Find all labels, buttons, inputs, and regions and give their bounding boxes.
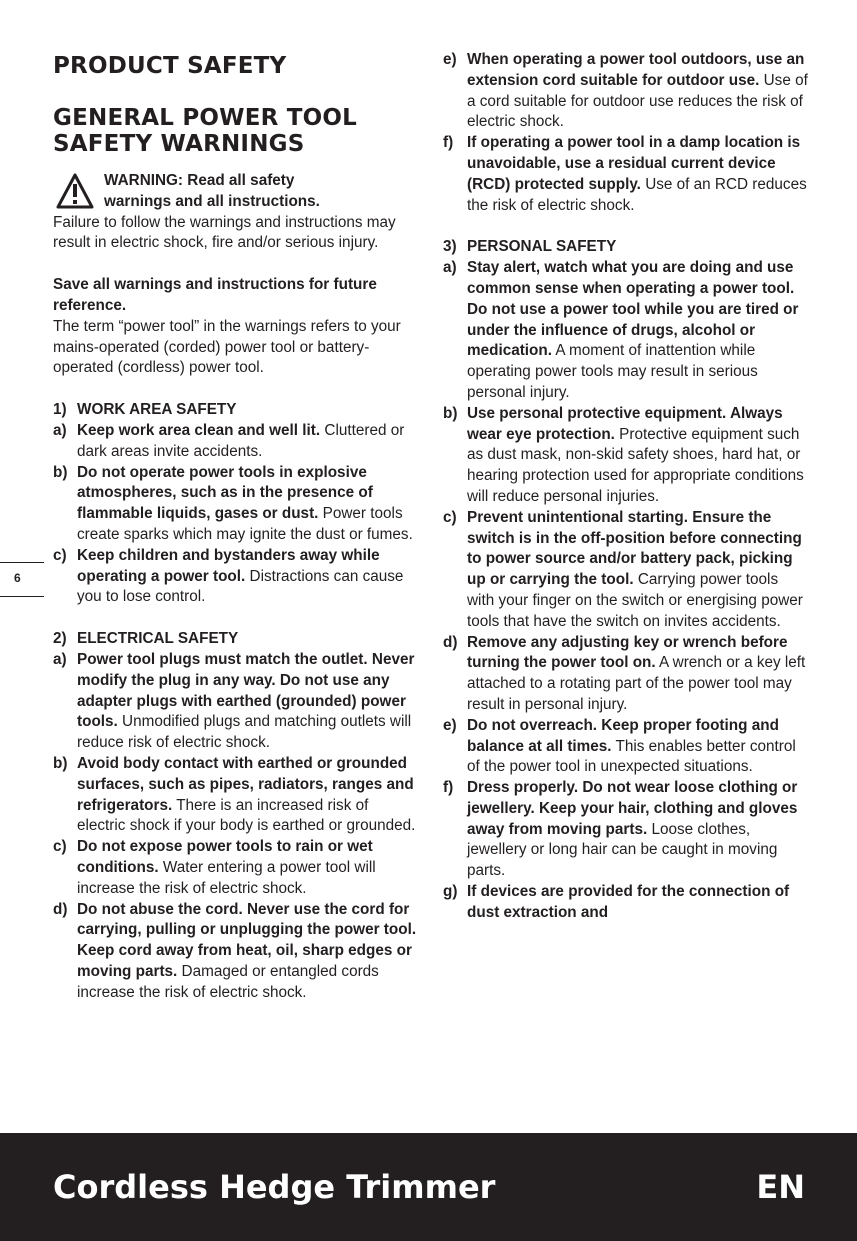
general-warnings-heading-line1: GENERAL POWER TOOL: [53, 105, 357, 131]
item-label: c): [443, 508, 457, 526]
item-bold: Do not expose power tools to rain or wet conditions.: [77, 838, 373, 876]
section-title: WORK AREA SAFETY: [77, 401, 237, 419]
list-item: [53, 421, 418, 463]
item-label: a): [53, 421, 67, 439]
warning-bold-line1: WARNING: Read all safety: [104, 172, 295, 189]
item-label: f): [443, 134, 454, 152]
item-bold: Avoid body contact with earthed or grounded surfaces, such as pipes, radiators, ranges and refrigerators.: [77, 754, 414, 814]
item-label: a): [443, 259, 457, 277]
item-text: Loose clothes, jewellery or long hair can be caught in moving parts.: [467, 820, 778, 880]
item-bold: When operating a power tool outdoors, use an extension cord suitable for outdoor use.: [467, 51, 805, 89]
list-item: [443, 633, 808, 716]
item-label: b): [53, 754, 68, 772]
item-text: Unmodified plugs and matching outlets will reduce risk of electric shock.: [77, 713, 412, 752]
item-bold: If operating a power tool in a damp location is unavoidable, use a residual current device (RCD) protected supply.: [467, 134, 801, 193]
right-column: [443, 50, 808, 924]
item-label: b): [53, 463, 68, 481]
section-title: ELECTRICAL SAFETY: [77, 630, 239, 648]
item-bold: Dress properly. Do not wear loose clothing or jewellery. Keep your hair, clothing and gloves away from moving parts.: [467, 779, 798, 838]
save-instructions: Save all warnings and instructions for future reference.: [53, 276, 377, 314]
power-tool-term: The term “power tool” in the warnings refers to your mains-operated (corded) power tool or battery-operated (cordless) power tool.: [53, 317, 401, 377]
warning-triangle-icon: [56, 173, 94, 209]
item-bold: Power tool plugs must match the outlet. Never modify the plug in any way. Do not use any adapter plugs with earthed (grounded) power tools.: [77, 650, 415, 731]
item-text: Damaged or entangled cords increase the risk of electric shock.: [77, 962, 379, 1001]
warning-block: [53, 171, 418, 213]
section-heading-personal: [443, 237, 808, 258]
section-heading-work-area: [53, 400, 418, 421]
list-item: [443, 133, 808, 216]
list-item: [53, 463, 418, 546]
list-item: [443, 258, 808, 404]
left-column: [53, 50, 418, 1003]
item-label: c): [53, 546, 67, 564]
item-text: There is an increased risk of electric shock if your body is earthed or grounded.: [77, 796, 416, 835]
list-item: [443, 778, 808, 882]
product-safety-heading: PRODUCT SAFETY: [53, 53, 287, 79]
footer-bar: [0, 1133, 857, 1241]
item-bold: Stay alert, watch what you are doing and use common sense when operating a power tool. Do not use a power tool while you are tired or under the influence of drugs, alcohol or medication.: [467, 259, 799, 360]
item-text: Cluttered or dark areas invite accidents.: [77, 421, 405, 460]
item-bold: Remove any adjusting key or wrench before turning the power tool on.: [467, 633, 788, 672]
item-label: b): [443, 404, 458, 422]
section-heading-electrical: [53, 629, 418, 650]
item-label: e): [443, 716, 457, 734]
item-text: Carrying power tools with your finger on the switch or energising power tools that have the switch on invites accidents.: [467, 571, 803, 630]
item-bold: Keep children and bystanders away while operating a power tool.: [77, 546, 380, 585]
item-bold: If devices are provided for the connection of dust extraction and: [467, 883, 790, 921]
item-bold: Use personal protective equipment. Always wear eye protection.: [467, 404, 783, 443]
general-warnings-heading: [53, 105, 418, 157]
item-text: This enables better control of the power tool in unexpected situations.: [467, 737, 796, 776]
list-item: [53, 900, 418, 1004]
item-label: c): [53, 838, 67, 856]
item-bold: Prevent unintentional starting. Ensure the switch is in the off-position before connecting to power source and/or battery pack, picking up or carrying the tool.: [467, 508, 802, 589]
item-text: Use of a cord suitable for outdoor use reduces the risk of electric shock.: [467, 71, 808, 131]
item-bold: Keep work area clean and well lit.: [77, 421, 321, 439]
item-text: Water entering a power tool will increase the risk of electric shock.: [77, 858, 376, 897]
item-text: Distractions can cause you to lose control.: [77, 567, 404, 606]
warning-bold-line2: warnings and all instructions.: [104, 192, 320, 210]
item-label: d): [443, 633, 458, 651]
item-label: a): [53, 650, 67, 668]
item-label: f): [443, 779, 454, 797]
general-warnings-heading-line2: SAFETY WARNINGS: [53, 131, 305, 157]
list-item: [443, 716, 808, 778]
item-text: A moment of inattention while operating power tools may result in serious personal injury.: [467, 342, 758, 401]
item-bold: Do not abuse the cord. Never use the cord for carrying, pulling or unplugging the power tool. Keep cord away from heat, oil, sharp edges or moving parts.: [77, 900, 417, 980]
item-label: g): [443, 883, 458, 901]
section-number: 3): [443, 238, 457, 256]
footer-language-code: EN: [756, 1168, 805, 1206]
list-item: [53, 754, 418, 837]
item-bold: Do not overreach. Keep proper footing and balance at all times.: [467, 716, 779, 755]
item-text: Power tools create sparks which may ignite the dust or fumes.: [77, 505, 413, 543]
list-item: [53, 546, 418, 608]
item-label: d): [53, 900, 68, 918]
list-item: [443, 404, 808, 508]
list-item: [53, 650, 418, 754]
page-number: 6: [0, 562, 44, 597]
list-item: [443, 50, 808, 133]
item-label: e): [443, 51, 457, 68]
item-text: A wrench or a key left attached to a rotating part of the power tool may result in personal injury.: [467, 654, 806, 713]
section-title: PERSONAL SAFETY: [467, 238, 617, 256]
footer-product-title: Cordless Hedge Trimmer: [53, 1168, 496, 1206]
list-item: [443, 882, 808, 924]
item-text: Protective equipment such as dust mask, non-skid safety shoes, hard hat, or hearing protection used for appropriate conditions will reduce personal injuries.: [467, 425, 804, 505]
list-item: [53, 837, 418, 899]
list-item: [443, 508, 808, 633]
item-text: Use of an RCD reduces the risk of electric shock.: [467, 175, 807, 214]
section-number: 2): [53, 630, 67, 648]
warning-text: Failure to follow the warnings and instructions may result in electric shock, fire and/or serious injury.: [53, 213, 396, 252]
section-number: 1): [53, 401, 67, 419]
item-bold: Do not operate power tools in explosive atmospheres, such as in the presence of flammable liquids, gases or dust.: [77, 463, 373, 523]
